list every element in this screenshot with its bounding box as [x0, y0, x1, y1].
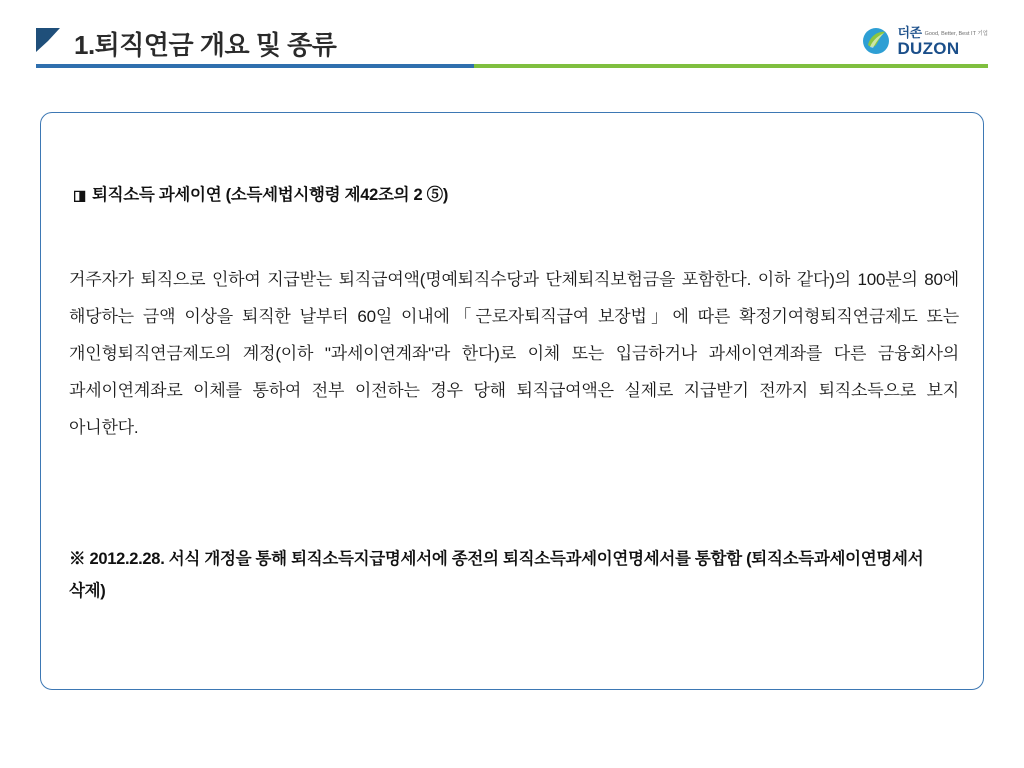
logo-text [897, 26, 988, 57]
page-title: 1.퇴직연금 개요 및 종류 [74, 30, 337, 60]
flag-marker-icon [36, 28, 62, 54]
logo-korean-name: 더존 [897, 24, 922, 40]
section-bullet-icon: ◨ [73, 187, 86, 203]
slide-header [0, 0, 1024, 78]
note-paragraph: ※ 2012.2.28. 서식 개정을 통해 퇴직소득지급명세서에 종전의 퇴직소득과세이연명세서를 통합함 (퇴직소득과세이연명세서 삭제) [69, 550, 924, 600]
section-heading [73, 181, 448, 205]
header-divider [36, 64, 988, 68]
logo-english-name: DUZON [897, 38, 960, 58]
section-heading-text: 퇴직소득 과세이연 (소득세법시행령 제42조의 2 ⑤) [91, 186, 449, 204]
body-paragraph: 거주자가 퇴직으로 인하여 지급받는 퇴직급여액(명예퇴직수당과 단체퇴직보험금을 포함한다. 이하 같다)의 100분의 80에 해당하는 금액 이상을 퇴직한 날부터 60일 이내에「근로자퇴직급여 보장법」에 따른 확정기여형퇴직연금제도 또는 개인형퇴직연금제도의 계정(이하 "과세이연계좌"라 한다)로 이체 또는 입금하거나 과세이연계좌를 다른 금융회사의 과세이연계좌로 이체를 통하여 전부 이전하는 경우 당해 퇴직급여액은 실제로 지급받기 전까지 퇴직소득으로 보지 아니한다. [69, 270, 959, 437]
content-panel [40, 112, 984, 690]
logo-slogan: Good, Better, Best IT 기업 [924, 31, 988, 37]
duzon-leaf-icon [861, 26, 891, 56]
duzon-logo [861, 24, 988, 58]
logo-top-row [897, 26, 988, 39]
